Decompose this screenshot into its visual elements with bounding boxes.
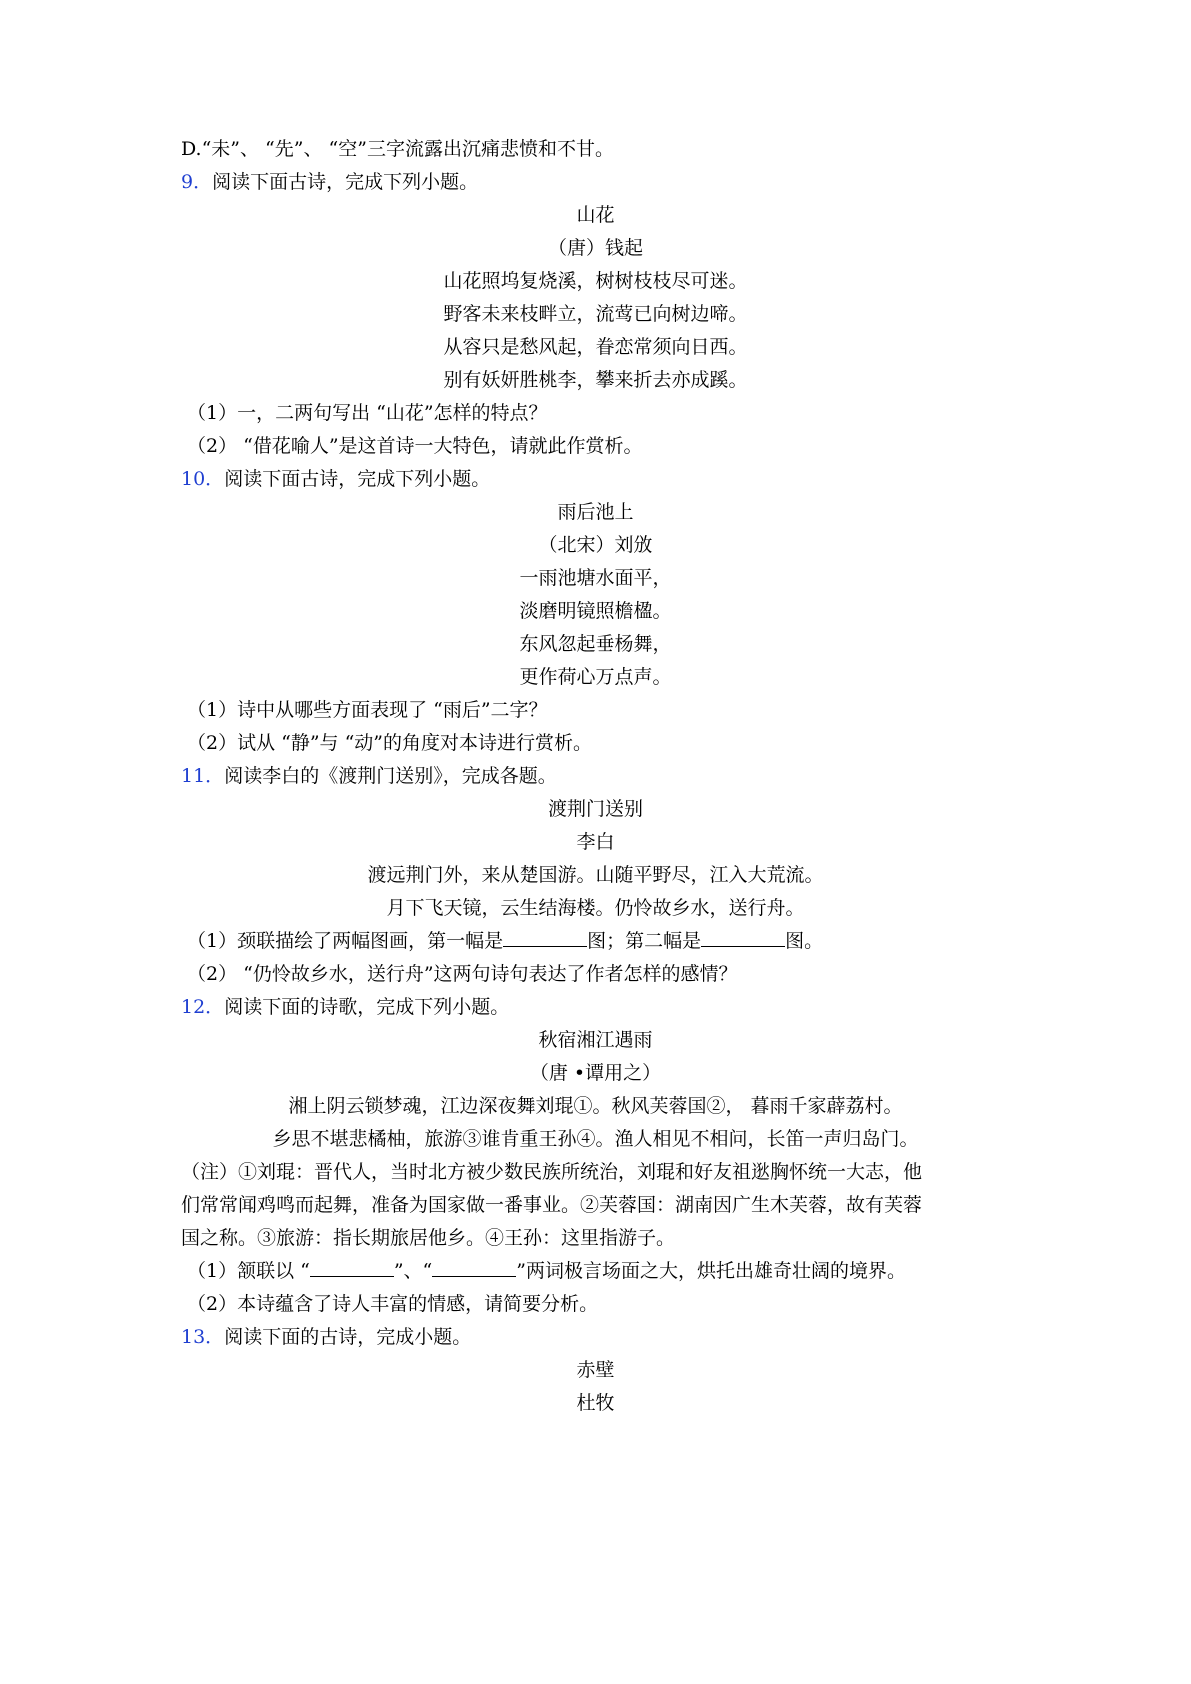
poem-author: （唐 •谭用之） xyxy=(529,1062,662,1084)
poem-verse: 野客未来枝畔立，流莺已向树边啼。 xyxy=(443,303,748,325)
sub-question: （2）本诗蕴含了诗人丰富的情感，请简要分析。 xyxy=(187,1293,599,1315)
question-text: 阅读下面古诗，完成下列小题。 xyxy=(224,468,491,490)
poem-title: 秋宿湘江遇雨 xyxy=(538,1029,653,1051)
sub-question xyxy=(187,1259,906,1283)
poem-verse: 渡远荆门外，来从楚国游。山随平野尽，江入大荒流。 xyxy=(367,864,824,886)
annotation-line: （注）①刘琨：晋代人，当时北方被少数民族所统治，刘琨和好友祖逖胸怀统一大志，他 xyxy=(181,1161,923,1183)
question-text: 阅读李白的《渡荆门送别》，完成各题。 xyxy=(224,765,557,787)
poem-verse: 从容只是愁风起，眷恋常须向日西。 xyxy=(443,336,748,358)
sub-question-text: （1）颔联以 “ xyxy=(187,1260,310,1282)
poem-verse: 更作荷心万点声。 xyxy=(519,666,672,688)
answer-blank[interactable] xyxy=(432,1259,516,1277)
question-text: 阅读下面古诗，完成下列小题。 xyxy=(212,171,479,193)
option-d-line: D.“未”、 “先”、 “空”三字流露出沉痛悲愤和不甘。 xyxy=(181,138,614,160)
question-number: 12． xyxy=(181,996,225,1018)
poem-verse: 一雨池塘水面平， xyxy=(519,567,672,589)
answer-blank[interactable] xyxy=(701,929,785,947)
sub-question: （2） “借花喻人”是这首诗一大特色，请就此作赏析。 xyxy=(187,435,643,457)
answer-blank[interactable] xyxy=(503,929,587,947)
poem-title: 渡荆门送别 xyxy=(547,798,643,820)
question-number: 13． xyxy=(181,1326,225,1348)
sub-question: （2）试从 “静”与 “动”的角度对本诗进行赏析。 xyxy=(187,732,593,754)
sub-question-text: 图。 xyxy=(785,930,824,952)
question-number: 9． xyxy=(181,171,213,193)
poem-author: 李白 xyxy=(576,831,615,853)
poem-verse: 山花照坞复烧溪，树树枝枝尽可迷。 xyxy=(443,270,748,292)
sub-question: （1）一，二两句写出 “山花”怎样的特点？ xyxy=(187,402,548,424)
question-number: 10． xyxy=(181,468,225,490)
sub-question xyxy=(187,929,823,953)
poem-verse: 淡磨明镜照檐楹。 xyxy=(519,600,672,622)
poem-verse: 乡思不堪悲橘柚，旅游③谁肯重王孙④。渔人相见不相问，长笛一声归岛门。 xyxy=(272,1128,919,1150)
poem-verse: 湘上阴云锁梦魂，江边深夜舞刘琨①。秋风芙蓉国②， 暮雨千家薜荔村。 xyxy=(288,1095,903,1117)
poem-verse: 别有妖妍胜桃李，攀来折去亦成蹊。 xyxy=(443,369,748,391)
poem-author: （北宋）刘攽 xyxy=(538,534,653,556)
question-12-prompt xyxy=(181,995,509,1019)
annotation-line: 国之称。③旅游：指长期旅居他乡。④王孙：这里指游子。 xyxy=(181,1227,676,1249)
answer-blank[interactable] xyxy=(310,1259,394,1277)
question-13-prompt xyxy=(181,1325,471,1349)
sub-question: （1）诗中从哪些方面表现了 “雨后”二字？ xyxy=(187,699,548,721)
question-10-prompt xyxy=(181,467,490,491)
sub-question-text: ”、“ xyxy=(393,1260,433,1282)
question-text: 阅读下面的诗歌，完成下列小题。 xyxy=(224,996,510,1018)
sub-question-text: 图；第二幅是 xyxy=(587,930,702,952)
sub-question-text: ”两词极言场面之大，烘托出雄奇壮阔的境界。 xyxy=(516,1260,906,1282)
question-text: 阅读下面的古诗，完成小题。 xyxy=(224,1326,472,1348)
question-11-prompt xyxy=(181,764,557,788)
sub-question-text: （1）颈联描绘了两幅图画，第一幅是 xyxy=(187,930,504,952)
poem-author: 杜牧 xyxy=(576,1392,615,1414)
poem-verse: 月下飞天镜，云生结海楼。仍怜故乡水，送行舟。 xyxy=(386,897,805,919)
question-9-prompt xyxy=(181,170,478,194)
poem-author: （唐）钱起 xyxy=(547,237,643,259)
sub-question: （2） “仍怜故乡水，送行舟”这两句诗句表达了作者怎样的感情？ xyxy=(187,963,738,985)
poem-title: 赤壁 xyxy=(576,1359,615,1381)
poem-title: 山花 xyxy=(576,204,615,226)
question-number: 11． xyxy=(181,765,225,787)
poem-title: 雨后池上 xyxy=(557,501,634,523)
annotation-line: 们常常闻鸡鸣而起舞，准备为国家做一番事业。②芙蓉国：湖南因广生木芙蓉，故有芙蓉 xyxy=(181,1194,923,1216)
poem-verse: 东风忽起垂杨舞， xyxy=(519,633,672,655)
